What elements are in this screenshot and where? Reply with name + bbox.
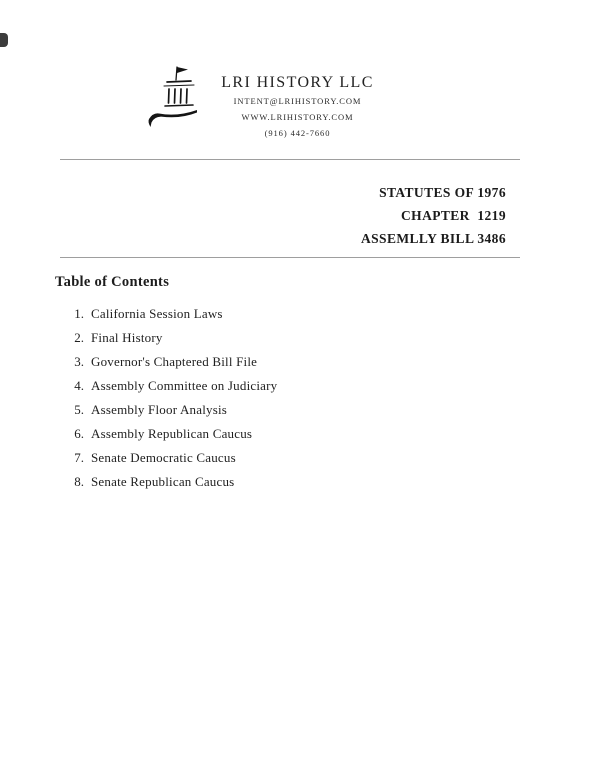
toc-title: Table of Contents [55,274,170,290]
toc-item-number: 1. [74,306,84,321]
toc-item-number: 4. [74,378,84,393]
chapter-line: CHAPTER 1219 [401,208,506,223]
bill-info [361,181,506,250]
company-name: LRI HISTORY LLC [221,74,374,91]
toc-item [70,306,277,330]
toc-item [70,402,277,426]
divider-bottom [60,257,520,258]
toc-item-number: 7. [74,450,84,465]
toc-item-number: 5. [74,402,84,417]
toc-item [70,426,277,450]
toc-item-label: Assembly Committee on Judiciary [91,378,278,393]
toc-item-label: Senate Republican Caucus [91,474,235,489]
toc-item [70,354,277,378]
toc-item-label: Assembly Floor Analysis [91,402,228,417]
company-phone: (916) 442-7660 [264,128,331,138]
toc-item-number: 8. [74,474,84,489]
toc-item-label: Assembly Republican Caucus [91,426,253,441]
company-website: WWW.LRIHISTORY.COM [241,112,354,122]
scan-artifact-mark [0,33,8,47]
toc-item-label: Final History [91,330,163,345]
toc-item [70,378,277,402]
assembly-bill-line: ASSEMLLY BILL 3486 [360,231,506,246]
toc-item [70,330,277,354]
capitol-logo-icon [146,64,206,136]
divider-top [60,159,520,160]
toc-item-label: California Session Laws [91,306,223,321]
toc-item [70,474,277,498]
toc-item-label: Governor's Chaptered Bill File [91,354,258,369]
toc-list [70,306,277,498]
toc-item-number: 3. [74,354,84,369]
toc-item-label: Senate Democratic Caucus [91,450,236,465]
toc-item-number: 6. [74,426,84,441]
company-email: INTENT@LRIHISTORY.COM [233,96,362,106]
statutes-line: STATUTES OF 1976 [379,185,506,200]
letterhead [205,74,390,140]
toc-item-number: 2. [74,330,84,345]
toc-item [70,450,277,474]
